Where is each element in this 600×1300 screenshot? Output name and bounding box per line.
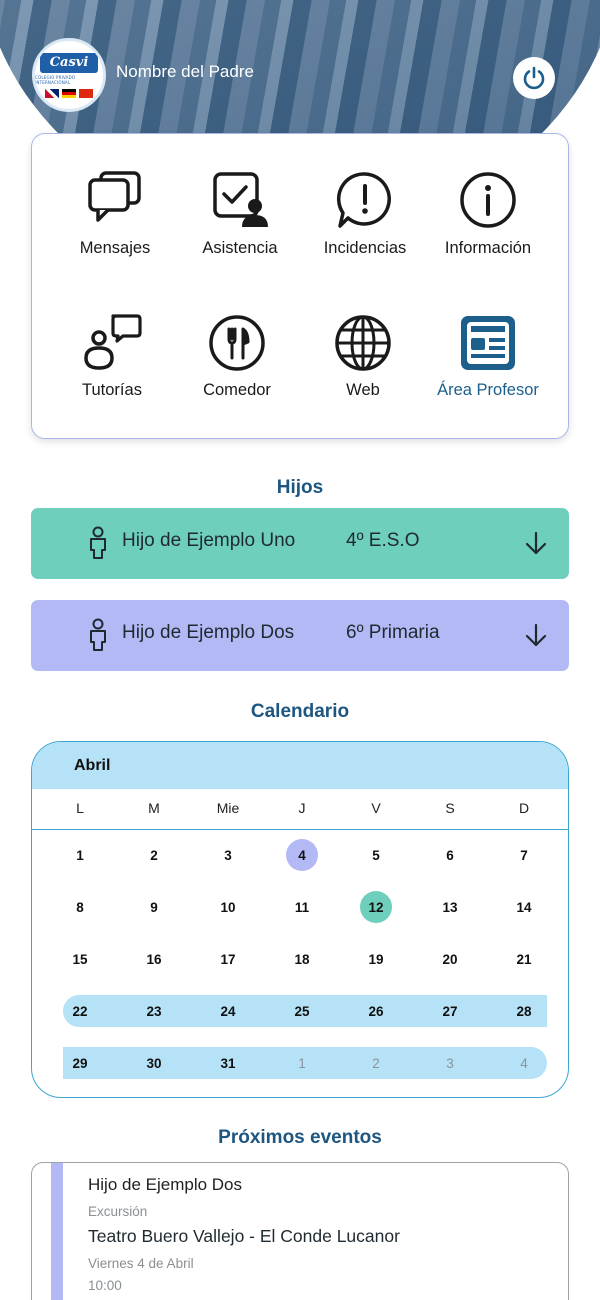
- logo-banner: [40, 53, 98, 73]
- calendar-weekdays: [32, 789, 568, 830]
- event-date: Viernes 4 de Abril: [88, 1256, 194, 1271]
- calendar-day[interactable]: 22: [72, 1003, 88, 1019]
- calendar-day[interactable]: 30: [146, 1055, 162, 1071]
- calendar-day[interactable]: 4: [286, 839, 318, 871]
- event-type: Excursión: [88, 1204, 148, 1219]
- calendar-day[interactable]: 3: [446, 1055, 454, 1071]
- calendar-day[interactable]: 12: [360, 891, 392, 923]
- calendar-day[interactable]: 7: [520, 847, 528, 863]
- calendar-day[interactable]: 20: [442, 951, 458, 967]
- menu-item-comedor[interactable]: [170, 311, 304, 400]
- info-icon: [456, 169, 520, 233]
- calendar-header: [32, 742, 568, 789]
- menu-label: Asistencia: [202, 239, 278, 257]
- logout-button[interactable]: [513, 57, 555, 99]
- weekday-label: L: [76, 800, 84, 816]
- menu-item-area-profesor[interactable]: [421, 311, 555, 400]
- children-section-title: Hijos: [276, 477, 324, 498]
- calendar-day[interactable]: 28: [516, 1003, 532, 1019]
- child-name: Hijo de Ejemplo Uno: [122, 530, 296, 551]
- weekday-label: M: [148, 800, 160, 816]
- logo-subtext: COLEGIO PRIVADO INTERNACIONAL: [35, 74, 76, 85]
- calendar-day[interactable]: 21: [516, 951, 532, 967]
- person-icon: [87, 618, 109, 652]
- child-row[interactable]: [31, 600, 569, 671]
- event-child: Hijo de Ejemplo Dos: [88, 1175, 243, 1194]
- calendar-day[interactable]: 19: [368, 951, 384, 967]
- menu-item-asistencia[interactable]: [173, 169, 307, 258]
- uk-flag-icon: [45, 89, 59, 98]
- school-logo: [32, 38, 106, 112]
- calendar-day[interactable]: 6: [446, 847, 454, 863]
- person-icon: [87, 526, 109, 560]
- weekday-label: Mie: [216, 800, 240, 816]
- calendar-day[interactable]: 25: [294, 1003, 310, 1019]
- newspaper-icon: [456, 311, 520, 375]
- child-grade: 4º E.S.O: [346, 530, 420, 551]
- weekday-label: V: [371, 800, 381, 816]
- child-grade: 6º Primaria: [346, 622, 440, 643]
- calendar-day[interactable]: 18: [294, 951, 310, 967]
- calendar-day[interactable]: 15: [72, 951, 88, 967]
- calendar: [31, 741, 569, 1098]
- calendar-day[interactable]: 10: [220, 899, 236, 915]
- attendance-icon: [208, 169, 272, 233]
- calendar-day[interactable]: 24: [220, 1003, 236, 1019]
- calendar-day[interactable]: 8: [76, 899, 84, 915]
- messages-icon: [83, 169, 147, 233]
- calendar-day[interactable]: 1: [76, 847, 84, 863]
- calendar-day[interactable]: 27: [442, 1003, 458, 1019]
- calendar-day[interactable]: 1: [298, 1055, 306, 1071]
- calendar-day[interactable]: 11: [294, 899, 310, 915]
- menu-item-tutorias[interactable]: [45, 311, 179, 400]
- weekday-label: J: [298, 800, 306, 816]
- menu-label: Tutorías: [82, 381, 142, 399]
- tutoring-icon: [80, 311, 144, 375]
- event-title: Teatro Buero Vallejo - El Conde Lucanor: [88, 1226, 400, 1246]
- menu-label: Comedor: [203, 381, 271, 399]
- main-menu: [31, 133, 569, 439]
- calendar-day[interactable]: 26: [368, 1003, 384, 1019]
- calendar-day[interactable]: 29: [72, 1055, 88, 1071]
- calendar-day[interactable]: 2: [150, 847, 158, 863]
- events-section-title: Próximos eventos: [218, 1127, 382, 1148]
- calendar-day[interactable]: 4: [520, 1055, 528, 1071]
- menu-item-web[interactable]: [296, 311, 430, 400]
- calendar-day[interactable]: 14: [516, 899, 532, 915]
- child-row[interactable]: [31, 508, 569, 579]
- child-name: Hijo de Ejemplo Dos: [122, 622, 295, 643]
- event-time: 10:00: [88, 1278, 122, 1293]
- calendar-day[interactable]: 9: [150, 899, 158, 915]
- menu-label: Mensajes: [79, 239, 151, 257]
- calendar-day[interactable]: 3: [224, 847, 232, 863]
- calendar-day[interactable]: 13: [442, 899, 458, 915]
- calendar-day[interactable]: 17: [220, 951, 236, 967]
- weekday-label: D: [518, 800, 530, 816]
- calendar-month[interactable]: Abril: [74, 757, 111, 774]
- parent-name: Nombre del Padre: [116, 62, 254, 81]
- menu-label: Incidencias: [323, 239, 407, 257]
- alert-icon: [333, 169, 397, 233]
- calendar-section-title: Calendario: [250, 701, 350, 722]
- menu-label: Información: [444, 239, 532, 257]
- weekday-label: S: [445, 800, 455, 816]
- menu-item-mensajes[interactable]: [48, 169, 182, 258]
- cutlery-icon: [205, 311, 269, 375]
- menu-label: Web: [346, 381, 380, 399]
- calendar-day[interactable]: 16: [146, 951, 162, 967]
- arrow-down-icon[interactable]: [524, 622, 548, 648]
- menu-item-incidencias[interactable]: [298, 169, 432, 258]
- menu-item-informacion[interactable]: [421, 169, 555, 258]
- calendar-day[interactable]: 2: [372, 1055, 380, 1071]
- power-icon: [520, 64, 548, 92]
- germany-flag-icon: [62, 89, 76, 98]
- logo-text: Casvi: [49, 55, 89, 70]
- menu-label: Área Profesor: [437, 381, 539, 399]
- event-card[interactable]: [31, 1162, 569, 1300]
- arrow-down-icon[interactable]: [524, 530, 548, 556]
- calendar-day[interactable]: 31: [220, 1055, 236, 1071]
- event-color-stripe: [51, 1163, 63, 1300]
- calendar-day[interactable]: 23: [146, 1003, 162, 1019]
- china-flag-icon: [79, 89, 93, 98]
- language-flags: [45, 89, 93, 98]
- globe-icon: [331, 311, 395, 375]
- calendar-day[interactable]: 5: [372, 847, 380, 863]
